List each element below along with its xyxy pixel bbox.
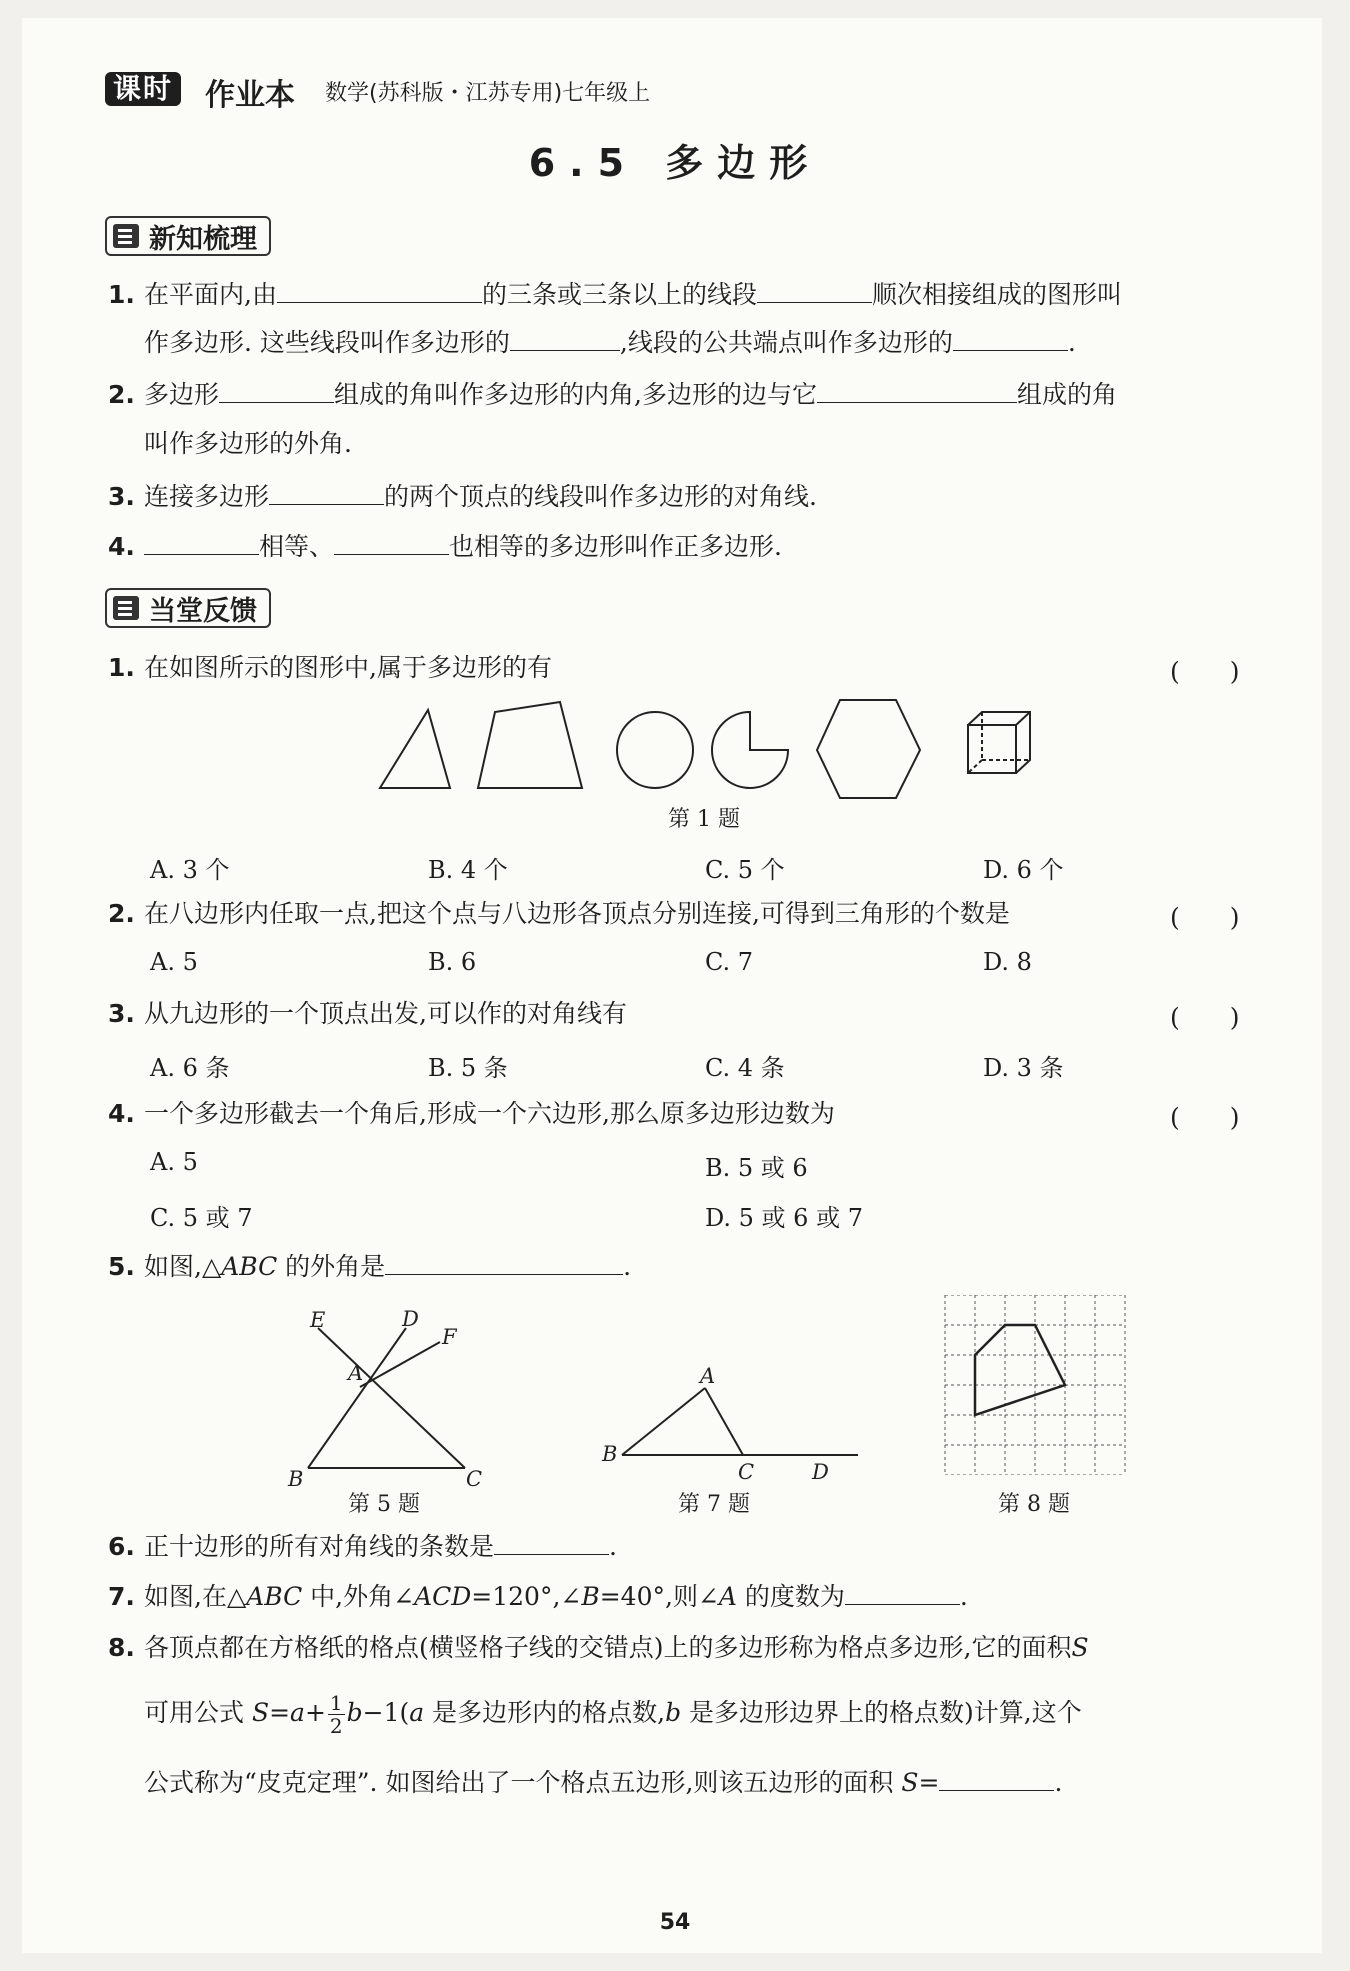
q4-option-b[interactable]: B. 5 或 6: [705, 1154, 808, 1182]
text: 一个多边形截去一个角后,形成一个六边形,那么原多边形边数为: [144, 1099, 835, 1128]
text: 的两个顶点的线段叫作多边形的对角线.: [384, 482, 817, 511]
text: 相等、: [259, 532, 335, 561]
text: 如图,在△: [144, 1582, 247, 1611]
quadrilateral-shape: [478, 702, 582, 788]
answer-blank[interactable]: [845, 1580, 960, 1605]
label-e: E: [310, 1308, 326, 1332]
math-var: b: [346, 1698, 363, 1727]
knowledge-q4: [108, 530, 782, 563]
book-icon: [113, 224, 139, 248]
brand-logo: 课时: [105, 72, 181, 106]
lattice-pentagon: [975, 1325, 1065, 1415]
book-name: 作业本: [205, 78, 295, 113]
feedback-q2: [108, 898, 1010, 930]
answer-blank[interactable]: [219, 378, 334, 403]
text: 顺次相接组成的图形叫: [871, 280, 1122, 309]
text: =: [918, 1768, 940, 1797]
knowledge-q2-line2: [144, 428, 352, 460]
text: 可用公式: [144, 1698, 252, 1727]
answer-blank[interactable]: [494, 1530, 609, 1555]
text: 在如图所示的图形中,属于多边形的有: [144, 653, 552, 682]
triangle-shape: [380, 710, 450, 788]
figure-q5: [280, 1300, 500, 1500]
book-subtitle: 数学(苏科版・江苏专用)七年级上: [325, 81, 651, 106]
text: 是多边形内的格点数,: [424, 1698, 666, 1727]
question-number: 3.: [108, 999, 135, 1028]
answer-blank[interactable]: [510, 326, 620, 351]
question-number: 4.: [108, 1099, 135, 1128]
question-number: 4.: [108, 532, 135, 561]
figure-q1-shapes: [370, 690, 1040, 800]
feedback-q7: [108, 1580, 968, 1613]
answer-blank[interactable]: [334, 530, 449, 555]
q1-option-a[interactable]: A. 3 个: [150, 856, 230, 884]
figure-q8-caption: 第 8 题: [998, 1492, 1070, 1517]
math-var: a: [409, 1698, 425, 1727]
feedback-q1: [108, 652, 552, 684]
label-b: B: [602, 1442, 618, 1466]
answer-blank[interactable]: [757, 278, 872, 303]
feedback-q3: [108, 998, 627, 1030]
math-var: b: [665, 1698, 682, 1727]
math-var: B: [581, 1582, 600, 1611]
text: .: [1067, 328, 1076, 357]
math-var: A: [718, 1582, 737, 1611]
math-var: S: [901, 1768, 919, 1797]
question-number: 1.: [108, 653, 135, 682]
q4-option-a[interactable]: A. 5: [150, 1148, 198, 1176]
math-var: a: [290, 1698, 305, 1727]
text: 多边形: [144, 380, 220, 409]
text: −1(: [362, 1698, 410, 1727]
q2-option-d[interactable]: D. 8: [983, 948, 1032, 976]
question-number: 8.: [108, 1633, 135, 1662]
knowledge-q1-line1: [108, 278, 1122, 311]
fraction-numerator: 1: [329, 1691, 343, 1715]
q2-option-c[interactable]: C. 7: [705, 948, 754, 976]
question-number: 6.: [108, 1532, 135, 1561]
q3-option-b[interactable]: B. 5 条: [428, 1054, 508, 1082]
math-var: S: [1071, 1633, 1089, 1662]
text: 作多边形. 这些线段叫作多边形的: [144, 328, 510, 357]
answer-paren[interactable]: ( ): [1170, 903, 1240, 932]
page-title: 6.5 多边形: [528, 141, 822, 185]
math-var: ABC: [221, 1252, 278, 1281]
feedback-q4: [108, 1098, 835, 1130]
text: 也相等的多边形叫作正多边形.: [449, 532, 782, 561]
text: 在八边形内任取一点,把这个点与八边形各顶点分别连接,可得到三角形的个数是: [144, 899, 1010, 928]
text: 中,外角∠: [302, 1582, 415, 1611]
figure-q1-caption: 第 1 题: [668, 807, 740, 832]
text: 各顶点都在方格纸的格点(横竖格子线的交错点)上的多边形称为格点多边形,它的面积: [144, 1633, 1072, 1662]
answer-blank[interactable]: [269, 480, 384, 505]
feedback-q8-line3: [144, 1766, 1062, 1799]
q2-option-a[interactable]: A. 5: [150, 948, 198, 976]
fraction-denominator: 2: [329, 1714, 343, 1738]
feedback-q8-line1: [108, 1632, 1089, 1664]
q2-option-b[interactable]: B. 6: [428, 948, 477, 976]
text: 组成的角叫作多边形的内角,多边形的边与它: [334, 380, 817, 409]
figure-q7-caption: 第 7 题: [678, 1492, 750, 1517]
knowledge-q3: [108, 480, 817, 513]
label-a: A: [700, 1364, 716, 1388]
answer-blank[interactable]: [144, 530, 259, 555]
feedback-q8-line2: [144, 1692, 1082, 1737]
text: .: [959, 1582, 968, 1611]
answer-blank[interactable]: [953, 326, 1068, 351]
sector-shape: [712, 712, 788, 788]
q1-option-b[interactable]: B. 4 个: [428, 856, 508, 884]
text: 连接多边形: [144, 482, 270, 511]
answer-blank[interactable]: [385, 1250, 623, 1275]
answer-paren[interactable]: ( ): [1170, 1103, 1240, 1132]
figure-q7: [600, 1355, 870, 1485]
question-number: 5.: [108, 1252, 135, 1281]
text: ,线段的公共端点叫作多边形的: [619, 328, 953, 357]
text: 的度数为: [736, 1582, 845, 1611]
cube-shape: [968, 712, 1030, 773]
answer-blank[interactable]: [277, 278, 482, 303]
label-d: D: [402, 1307, 419, 1331]
q4-option-c[interactable]: C. 5 或 7: [150, 1204, 253, 1232]
text: 公式称为“皮克定理”. 如图给出了一个格点五边形,则该五边形的面积: [144, 1768, 902, 1797]
pencil-icon: [113, 596, 139, 620]
label-a: A: [348, 1361, 364, 1385]
knowledge-q2-line1: [108, 378, 1117, 411]
math-var: ABC: [246, 1582, 303, 1611]
figure-q5-caption: 第 5 题: [348, 1492, 420, 1517]
page-number: 54: [659, 1910, 691, 1935]
text: .: [609, 1532, 617, 1561]
section-knowledge-label: 新知梳理: [149, 223, 257, 255]
text: =120°,∠: [471, 1582, 582, 1611]
text: 的外角是: [277, 1252, 386, 1281]
label-c: C: [738, 1460, 755, 1484]
text: 叫作多边形的外角.: [144, 429, 352, 458]
q1-option-c[interactable]: C. 5 个: [705, 856, 785, 884]
math-var: ACD: [414, 1582, 472, 1611]
q4-option-d[interactable]: D. 5 或 6 或 7: [705, 1204, 863, 1232]
text: .: [1054, 1768, 1063, 1797]
answer-paren[interactable]: ( ): [1170, 657, 1240, 686]
q1-option-d[interactable]: D. 6 个: [983, 856, 1064, 884]
question-number: 2.: [108, 380, 135, 409]
text: 组成的角: [1016, 380, 1117, 409]
text: 正十边形的所有对角线的条数是: [144, 1532, 495, 1561]
hexagon-shape: [817, 700, 920, 798]
label-b: B: [288, 1467, 304, 1491]
circle-shape: [617, 712, 693, 788]
question-number: 7.: [108, 1582, 135, 1611]
question-number: 2.: [108, 899, 135, 928]
text: .: [623, 1252, 632, 1281]
section-feedback-heading: [105, 588, 271, 628]
answer-blank[interactable]: [817, 378, 1017, 403]
answer-paren[interactable]: ( ): [1170, 1003, 1240, 1032]
figure-q8-grid: [940, 1295, 1130, 1475]
text: =40°,则∠: [599, 1582, 719, 1611]
q3-option-d[interactable]: D. 3 条: [983, 1054, 1064, 1082]
knowledge-q1-line2: [144, 326, 1076, 359]
text: 如图,△: [144, 1252, 222, 1281]
text: 是多边形边界上的格点数)计算,这个: [681, 1698, 1082, 1727]
text: 在平面内,由: [144, 280, 277, 309]
feedback-q5: [108, 1250, 631, 1283]
question-number: 1.: [108, 280, 135, 309]
text: =: [269, 1698, 291, 1727]
answer-blank[interactable]: [939, 1766, 1054, 1791]
fraction: [328, 1692, 345, 1737]
question-number: 3.: [108, 482, 135, 511]
feedback-q6: [108, 1530, 617, 1563]
label-f: F: [442, 1325, 457, 1349]
math-var: S: [251, 1698, 270, 1727]
text: 的三条或三条以上的线段: [481, 280, 757, 309]
section-knowledge-heading: [105, 216, 271, 256]
label-c: C: [466, 1467, 483, 1491]
text: 从九边形的一个顶点出发,可以作的对角线有: [144, 999, 627, 1028]
q3-option-a[interactable]: A. 6 条: [150, 1054, 230, 1082]
q3-option-c[interactable]: C. 4 条: [705, 1054, 785, 1082]
section-feedback-label: 当堂反馈: [149, 595, 257, 627]
label-d: D: [812, 1460, 829, 1484]
text: +: [304, 1698, 326, 1727]
